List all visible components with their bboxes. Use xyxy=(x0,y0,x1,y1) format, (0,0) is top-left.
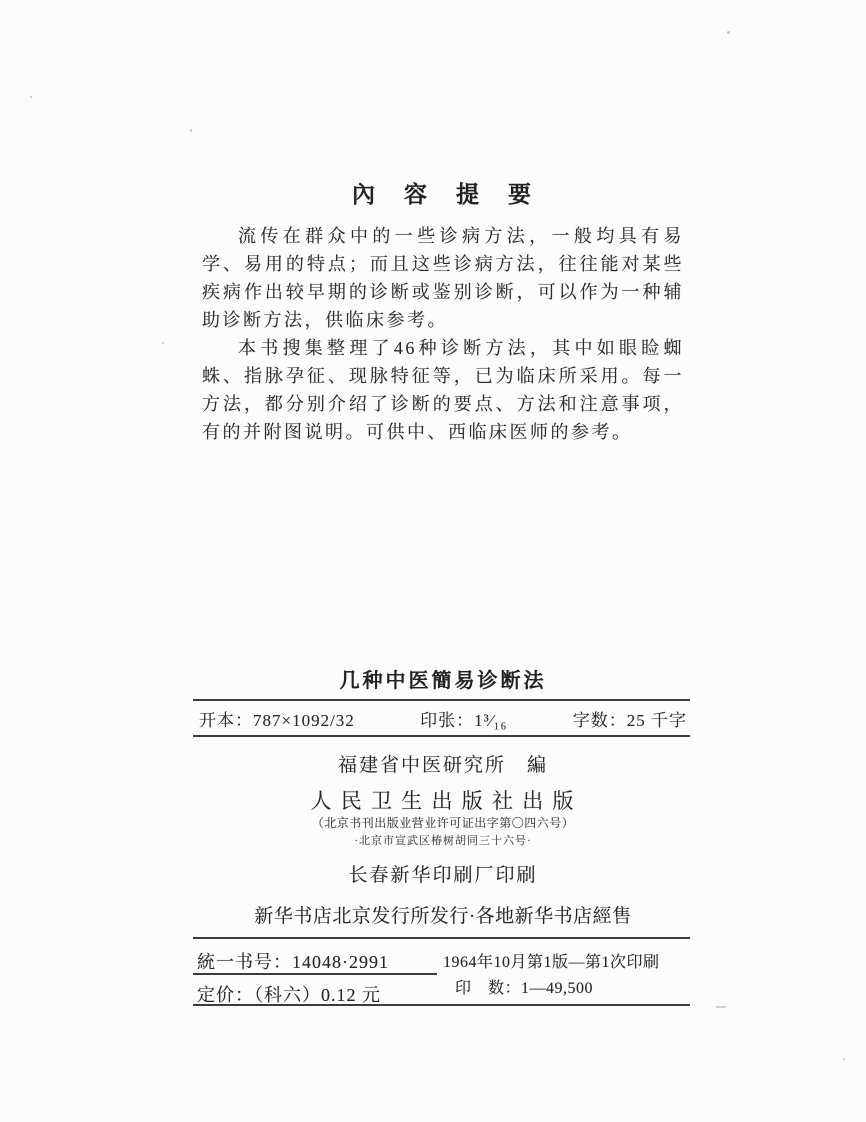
publisher-address-line: ·北京市宣武区椿树胡同三十六号· xyxy=(354,835,532,847)
price-value: （科六）0.12 元 xyxy=(254,985,381,1005)
sheets-label: 印张： xyxy=(420,711,475,730)
scan-speck xyxy=(716,1006,726,1008)
print-run-label: 印 数： xyxy=(455,980,522,997)
sheets-value: 1³⁄₁₆ xyxy=(474,711,508,730)
scan-speck xyxy=(30,96,32,98)
print-specs-row xyxy=(199,706,687,731)
divider-bottom xyxy=(193,1004,690,1006)
price-label: 定价： xyxy=(197,985,254,1005)
sheets-spec xyxy=(420,706,507,731)
format-value: 787×1092/32 xyxy=(253,711,355,730)
chars-value: 25 千字 xyxy=(626,711,687,730)
print-run-value: 1—49,500 xyxy=(521,980,594,997)
summary-title: 內 容 提 要 xyxy=(352,182,534,207)
format-spec xyxy=(199,706,355,731)
scan-speck xyxy=(727,31,730,34)
chars-spec xyxy=(573,706,687,731)
format-label: 开本： xyxy=(199,711,253,730)
distributor-line: 新华书店北京发行所发行·各地新华书店經售 xyxy=(254,906,632,927)
publishing-license-line: （北京书刊出版业营业许可证出字第〇四六号） xyxy=(311,816,575,830)
summary-paragraph-2: 本书搜集整理了46种诊断方法，其中如眼睑蜘蛛、指脉孕征、现脉特征等，已为临床所采用。每一方法，都分别介绍了诊断的要点、方法和注意事项，有的并附图说明。可供中、西临床医师的参考。 xyxy=(202,338,684,442)
editor-line: 福建省中医研究所 編 xyxy=(337,755,548,776)
scan-speck xyxy=(843,1058,845,1060)
summary-paragraph-1: 流传在群众中的一些诊病方法，一般均具有易学、易用的特点；而且这些诊病方法，往往能对某些疾病作出较早期的诊断或鉴别诊断，可以作为一种辅助诊断方法，供临床参考。 xyxy=(202,226,684,330)
print-run-line xyxy=(455,975,593,998)
divider-book-number xyxy=(193,973,437,975)
divider-specs xyxy=(193,735,690,737)
book-number-line xyxy=(197,948,389,974)
book-number-label: 統一书号： xyxy=(197,952,292,972)
publisher-line: 人 民 卫 生 出 版 社 出 版 xyxy=(310,789,576,813)
printer-line: 长春新华印刷厂印刷 xyxy=(348,865,538,886)
summary-paragraphs xyxy=(202,222,684,446)
book-title: 几种中医簡易诊断法 xyxy=(339,670,547,692)
edition-line: 1964年10月第1版—第1次印刷 xyxy=(443,954,660,971)
scan-speck xyxy=(190,129,192,132)
book-number-value: 14048·2991 xyxy=(292,952,389,972)
divider-top xyxy=(193,699,690,701)
scan-speck xyxy=(162,342,164,344)
divider-imprint-top xyxy=(193,937,690,939)
chars-label: 字数： xyxy=(572,711,627,730)
